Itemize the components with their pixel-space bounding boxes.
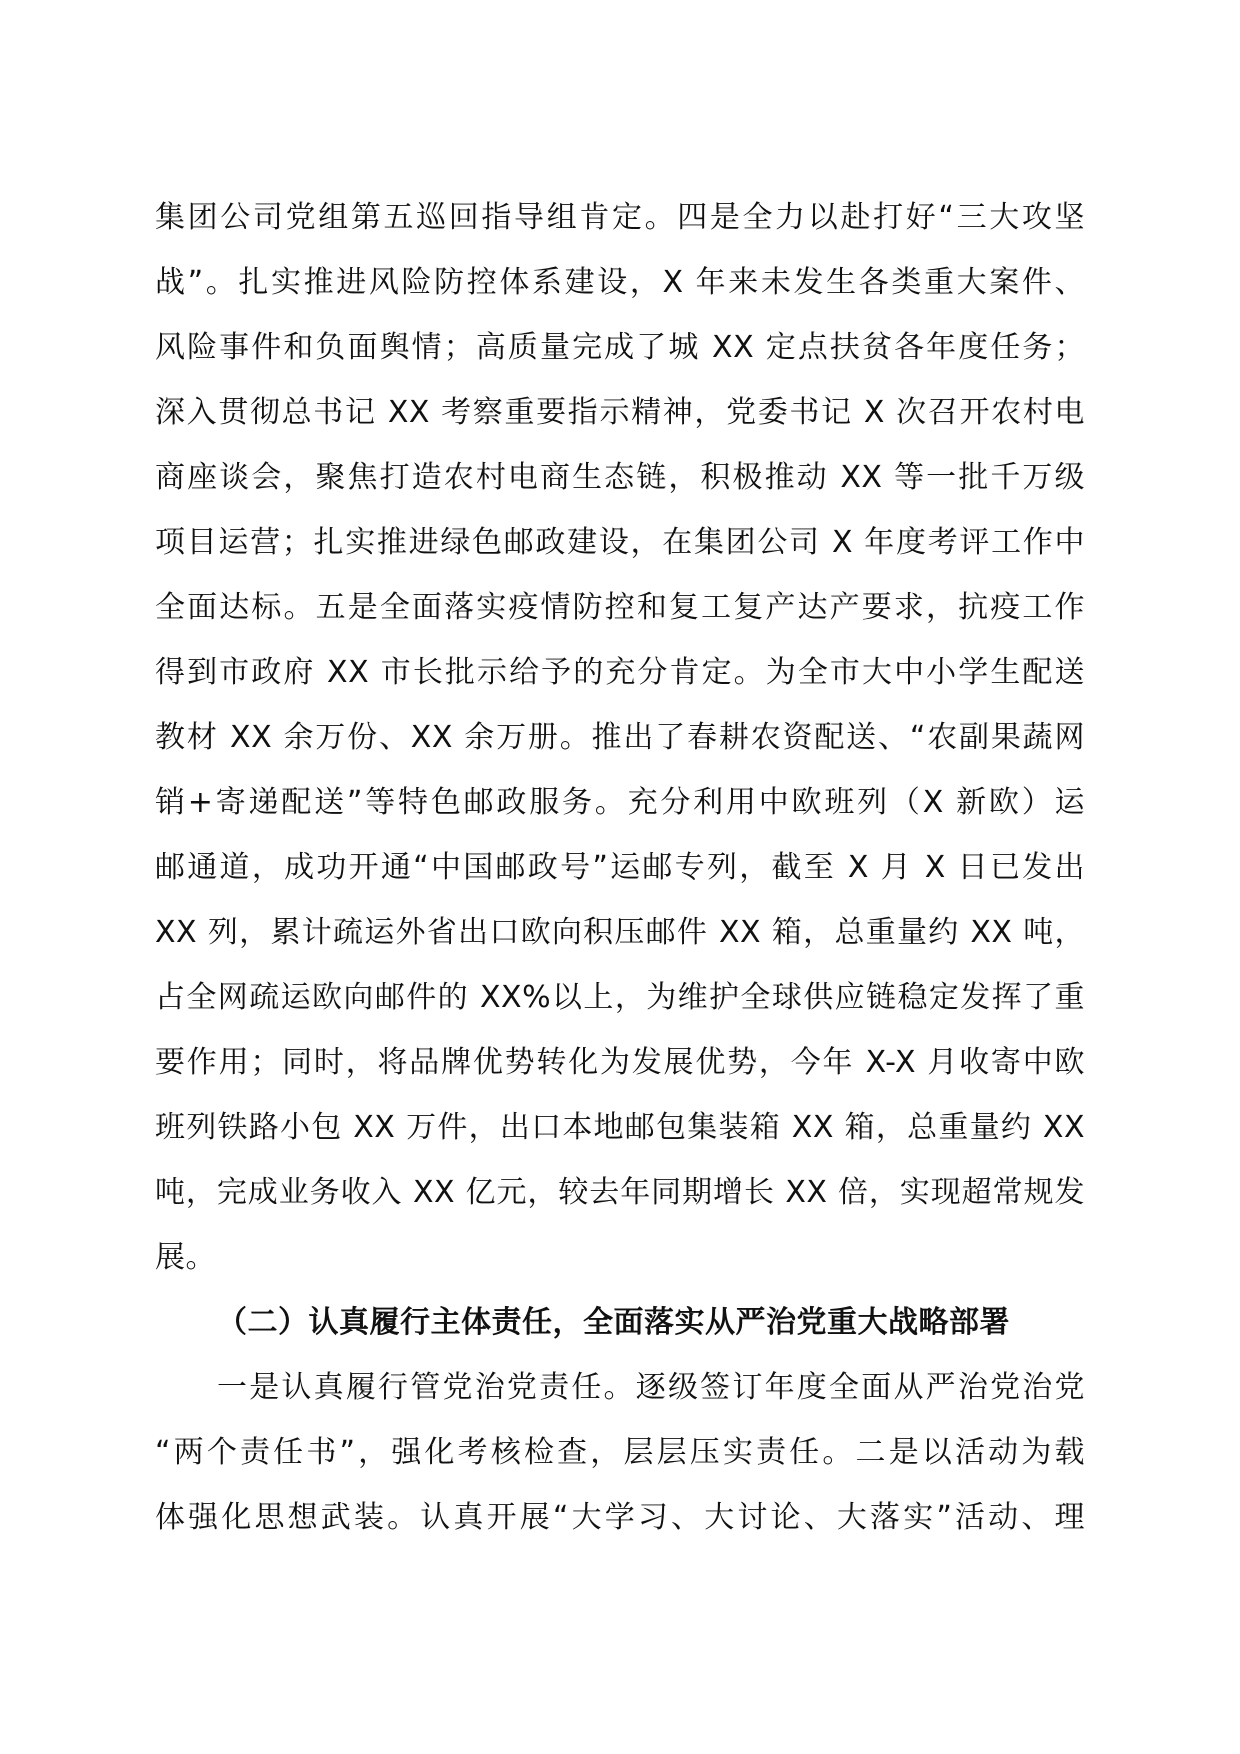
text-line: 全面达标。五是全面落实疫情防控和复工复产达产要求，抗疫工作 [155, 590, 1085, 625]
section-heading: （二）认真履行主体责任，全面落实从严治党重大战略部署 [217, 1305, 1010, 1340]
text-line: XX 列，累计疏运外省出口欧向积压邮件 XX 箱，总重量约 XX 吨， [155, 915, 1085, 950]
paragraph-1 [155, 185, 1085, 1290]
text-line: 展。 [155, 1240, 216, 1275]
text-line: 销+寄递配送”等特色邮政服务。充分利用中欧班列（X 新欧）运 [155, 785, 1085, 820]
text-line: 深入贯彻总书记 XX 考察重要指示精神，党委书记 X 次召开农村电 [155, 395, 1085, 430]
text-line: 邮通道，成功开通“中国邮政号”运邮专列，截至 X 月 X 日已发出 [155, 850, 1085, 885]
text-line: 要作用；同时，将品牌优势转化为发展优势，今年 X-X 月收寄中欧 [155, 1045, 1085, 1080]
text-line: 项目运营；扎实推进绿色邮政建设，在集团公司 X 年度考评工作中 [155, 525, 1085, 560]
text-line: 集团公司党组第五巡回指导组肯定。四是全力以赴打好“三大攻坚 [155, 200, 1085, 235]
text-line: 一是认真履行管党治党责任。逐级签订年度全面从严治党治党 [217, 1370, 1085, 1405]
text-line: 吨，完成业务收入 XX 亿元，较去年同期增长 XX 倍，实现超常规发 [155, 1175, 1085, 1210]
document-body [155, 185, 1085, 1550]
text-line: “两个责任书”，强化考核检查，层层压实责任。二是以活动为载 [155, 1435, 1085, 1470]
text-line: 商座谈会，聚焦打造农村电商生态链，积极推动 XX 等一批千万级 [155, 460, 1085, 495]
text-line: 得到市政府 XX 市长批示给予的充分肯定。为全市大中小学生配送 [155, 655, 1085, 690]
text-line: 班列铁路小包 XX 万件，出口本地邮包集装箱 XX 箱，总重量约 XX [155, 1110, 1085, 1145]
paragraph-2 [155, 1355, 1085, 1550]
text-line: 战”。扎实推进风险防控体系建设，X 年来未发生各类重大案件、 [155, 265, 1085, 300]
text-line: 占全网疏运欧向邮件的 XX%以上，为维护全球供应链稳定发挥了重 [155, 980, 1085, 1015]
text-line: 风险事件和负面舆情；高质量完成了城 XX 定点扶贫各年度任务； [155, 330, 1085, 365]
text-line: 体强化思想武装。认真开展“大学习、大讨论、大落实”活动、理 [155, 1500, 1085, 1535]
text-line: 教材 XX 余万份、XX 余万册。推出了春耕农资配送、“农副果蔬网 [155, 720, 1085, 755]
